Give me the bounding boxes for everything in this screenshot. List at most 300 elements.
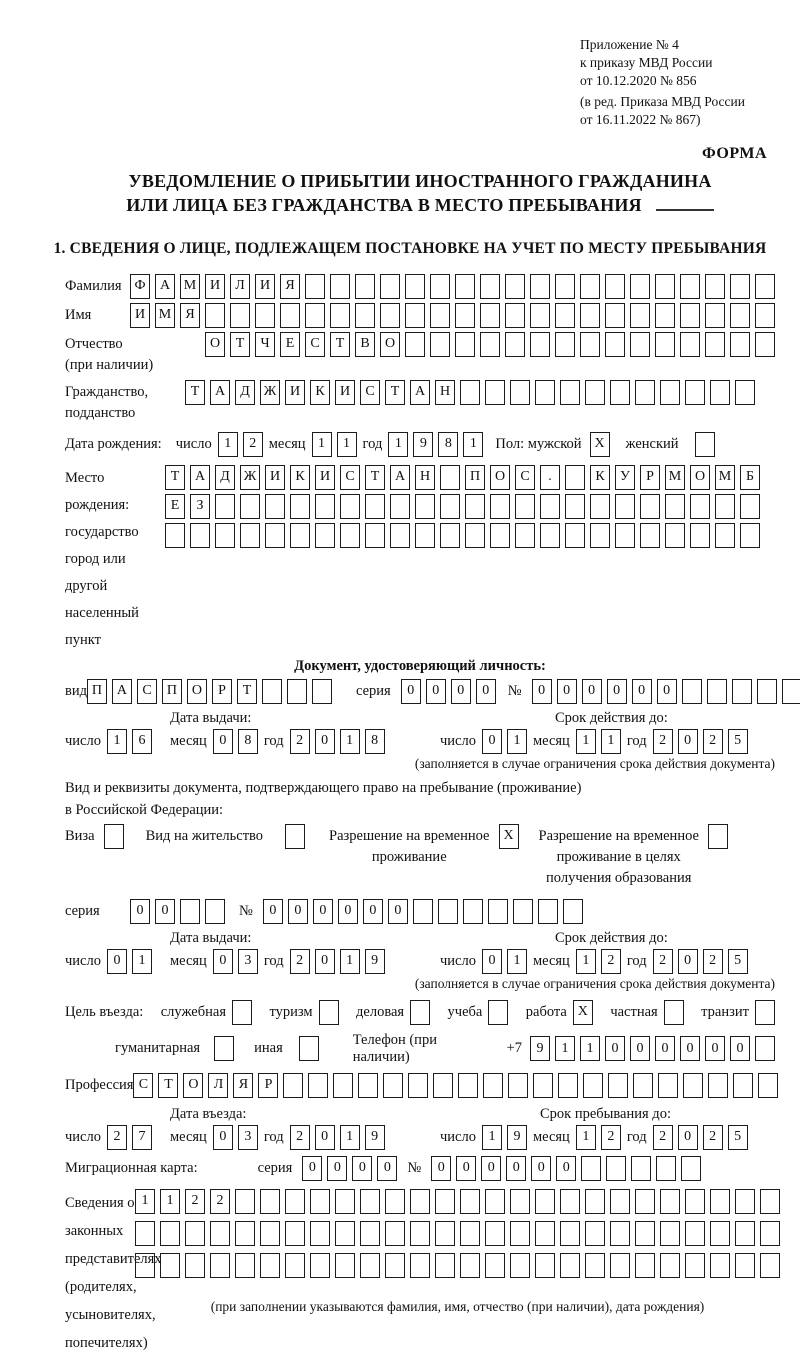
char-cell[interactable]: 0 xyxy=(388,899,408,924)
char-cell[interactable]: 0 xyxy=(456,1156,476,1181)
char-cell[interactable]: И xyxy=(265,465,285,490)
char-cell[interactable] xyxy=(540,523,560,548)
char-cell[interactable] xyxy=(440,465,460,490)
char-cell[interactable] xyxy=(563,899,583,924)
char-cell[interactable] xyxy=(540,494,560,519)
male-checkbox[interactable]: X xyxy=(590,432,610,457)
char-cell[interactable]: 0 xyxy=(352,1156,372,1181)
char-cell[interactable] xyxy=(508,1073,528,1098)
char-cell[interactable] xyxy=(480,303,500,328)
char-cell[interactable] xyxy=(757,679,777,704)
char-cell[interactable] xyxy=(580,274,600,299)
char-cell[interactable] xyxy=(335,1189,355,1214)
char-cell[interactable] xyxy=(385,1189,405,1214)
char-cell[interactable] xyxy=(658,1073,678,1098)
char-cell[interactable]: 0 xyxy=(377,1156,397,1181)
char-cell[interactable] xyxy=(455,274,475,299)
char-cell[interactable] xyxy=(510,1221,530,1246)
char-cell[interactable]: П xyxy=(87,679,107,704)
char-cell[interactable] xyxy=(615,494,635,519)
char-cell[interactable]: 0 xyxy=(315,729,335,754)
char-cell[interactable] xyxy=(605,332,625,357)
char-cell[interactable] xyxy=(660,1221,680,1246)
char-cell[interactable]: 0 xyxy=(315,949,335,974)
char-cell[interactable] xyxy=(360,1189,380,1214)
char-cell[interactable] xyxy=(485,1189,505,1214)
char-cell[interactable] xyxy=(408,1073,428,1098)
char-cell[interactable]: Н xyxy=(415,465,435,490)
char-cell[interactable] xyxy=(708,1073,728,1098)
char-cell[interactable]: П xyxy=(162,679,182,704)
char-cell[interactable] xyxy=(583,1073,603,1098)
char-cell[interactable]: Я xyxy=(233,1073,253,1098)
char-cell[interactable]: 3 xyxy=(238,1125,258,1150)
char-cell[interactable] xyxy=(690,494,710,519)
char-cell[interactable]: К xyxy=(310,380,330,405)
char-cell[interactable]: 0 xyxy=(426,679,446,704)
char-cell[interactable]: Д xyxy=(235,380,255,405)
visa-checkbox[interactable] xyxy=(104,824,124,849)
char-cell[interactable]: 0 xyxy=(130,899,150,924)
char-cell[interactable] xyxy=(460,1253,480,1278)
official-checkbox[interactable] xyxy=(232,1000,252,1025)
char-cell[interactable] xyxy=(290,494,310,519)
char-cell[interactable]: 6 xyxy=(132,729,152,754)
char-cell[interactable]: 0 xyxy=(531,1156,551,1181)
char-cell[interactable] xyxy=(510,1189,530,1214)
char-cell[interactable]: Р xyxy=(640,465,660,490)
char-cell[interactable]: 2 xyxy=(210,1189,230,1214)
char-cell[interactable]: О xyxy=(205,332,225,357)
char-cell[interactable] xyxy=(615,523,635,548)
char-cell[interactable]: Р xyxy=(258,1073,278,1098)
edu-permit-checkbox[interactable] xyxy=(708,824,728,849)
char-cell[interactable]: 0 xyxy=(451,679,471,704)
char-cell[interactable]: И xyxy=(285,380,305,405)
char-cell[interactable] xyxy=(308,1073,328,1098)
char-cell[interactable] xyxy=(433,1073,453,1098)
char-cell[interactable]: 0 xyxy=(678,1125,698,1150)
char-cell[interactable]: О xyxy=(690,465,710,490)
char-cell[interactable] xyxy=(535,1189,555,1214)
char-cell[interactable] xyxy=(685,380,705,405)
char-cell[interactable] xyxy=(760,1253,780,1278)
char-cell[interactable] xyxy=(681,1156,701,1181)
char-cell[interactable] xyxy=(333,1073,353,1098)
char-cell[interactable] xyxy=(685,1189,705,1214)
char-cell[interactable] xyxy=(680,332,700,357)
char-cell[interactable] xyxy=(283,1073,303,1098)
char-cell[interactable] xyxy=(630,332,650,357)
char-cell[interactable]: 0 xyxy=(315,1125,335,1150)
char-cell[interactable] xyxy=(385,1253,405,1278)
char-cell[interactable] xyxy=(455,332,475,357)
char-cell[interactable] xyxy=(590,523,610,548)
char-cell[interactable] xyxy=(685,1253,705,1278)
char-cell[interactable] xyxy=(235,1189,255,1214)
char-cell[interactable] xyxy=(535,380,555,405)
char-cell[interactable] xyxy=(460,1221,480,1246)
char-cell[interactable] xyxy=(735,1221,755,1246)
char-cell[interactable]: Т xyxy=(158,1073,178,1098)
char-cell[interactable]: С xyxy=(360,380,380,405)
char-cell[interactable] xyxy=(656,1156,676,1181)
char-cell[interactable] xyxy=(435,1253,455,1278)
char-cell[interactable]: К xyxy=(290,465,310,490)
work-checkbox[interactable]: X xyxy=(573,1000,593,1025)
char-cell[interactable]: 2 xyxy=(653,1125,673,1150)
char-cell[interactable]: 0 xyxy=(363,899,383,924)
char-cell[interactable]: О xyxy=(490,465,510,490)
char-cell[interactable]: М xyxy=(180,274,200,299)
char-cell[interactable] xyxy=(585,1221,605,1246)
char-cell[interactable] xyxy=(710,1221,730,1246)
char-cell[interactable]: 0 xyxy=(338,899,358,924)
char-cell[interactable] xyxy=(365,494,385,519)
char-cell[interactable] xyxy=(405,274,425,299)
char-cell[interactable] xyxy=(555,303,575,328)
char-cell[interactable] xyxy=(740,523,760,548)
residence-permit-checkbox[interactable] xyxy=(285,824,305,849)
char-cell[interactable] xyxy=(660,1189,680,1214)
char-cell[interactable] xyxy=(560,1189,580,1214)
char-cell[interactable] xyxy=(485,380,505,405)
char-cell[interactable]: 1 xyxy=(601,729,621,754)
char-cell[interactable]: К xyxy=(590,465,610,490)
char-cell[interactable] xyxy=(390,494,410,519)
char-cell[interactable]: 0 xyxy=(678,729,698,754)
char-cell[interactable] xyxy=(460,380,480,405)
char-cell[interactable]: 0 xyxy=(657,679,677,704)
char-cell[interactable] xyxy=(310,1253,330,1278)
char-cell[interactable]: 1 xyxy=(576,949,596,974)
char-cell[interactable]: 0 xyxy=(155,899,175,924)
char-cell[interactable] xyxy=(610,1189,630,1214)
char-cell[interactable] xyxy=(755,303,775,328)
char-cell[interactable] xyxy=(690,523,710,548)
char-cell[interactable]: 3 xyxy=(238,949,258,974)
char-cell[interactable] xyxy=(710,1189,730,1214)
char-cell[interactable] xyxy=(380,274,400,299)
char-cell[interactable] xyxy=(488,899,508,924)
char-cell[interactable]: 0 xyxy=(730,1036,750,1061)
char-cell[interactable]: С xyxy=(305,332,325,357)
char-cell[interactable] xyxy=(630,274,650,299)
char-cell[interactable] xyxy=(710,380,730,405)
char-cell[interactable] xyxy=(330,303,350,328)
char-cell[interactable]: 1 xyxy=(463,432,483,457)
char-cell[interactable]: Т xyxy=(365,465,385,490)
char-cell[interactable] xyxy=(513,899,533,924)
char-cell[interactable]: 1 xyxy=(507,949,527,974)
char-cell[interactable] xyxy=(380,303,400,328)
char-cell[interactable]: 2 xyxy=(653,949,673,974)
char-cell[interactable]: 9 xyxy=(365,1125,385,1150)
char-cell[interactable]: 0 xyxy=(506,1156,526,1181)
tourism-checkbox[interactable] xyxy=(319,1000,339,1025)
char-cell[interactable] xyxy=(410,1253,430,1278)
char-cell[interactable] xyxy=(608,1073,628,1098)
char-cell[interactable]: М xyxy=(665,465,685,490)
char-cell[interactable]: 2 xyxy=(185,1189,205,1214)
temp-permit-checkbox[interactable]: X xyxy=(499,824,519,849)
char-cell[interactable]: 2 xyxy=(703,949,723,974)
char-cell[interactable]: 2 xyxy=(601,949,621,974)
char-cell[interactable] xyxy=(455,303,475,328)
char-cell[interactable]: И xyxy=(315,465,335,490)
char-cell[interactable] xyxy=(755,1036,775,1061)
char-cell[interactable] xyxy=(413,899,433,924)
char-cell[interactable]: 0 xyxy=(605,1036,625,1061)
char-cell[interactable] xyxy=(435,1189,455,1214)
char-cell[interactable] xyxy=(340,494,360,519)
char-cell[interactable]: 1 xyxy=(580,1036,600,1061)
char-cell[interactable]: П xyxy=(465,465,485,490)
char-cell[interactable]: 0 xyxy=(557,679,577,704)
char-cell[interactable] xyxy=(585,1253,605,1278)
char-cell[interactable]: 7 xyxy=(132,1125,152,1150)
char-cell[interactable] xyxy=(635,1253,655,1278)
char-cell[interactable] xyxy=(360,1253,380,1278)
char-cell[interactable] xyxy=(535,1221,555,1246)
char-cell[interactable]: 1 xyxy=(160,1189,180,1214)
char-cell[interactable] xyxy=(533,1073,553,1098)
char-cell[interactable] xyxy=(740,494,760,519)
char-cell[interactable] xyxy=(538,899,558,924)
char-cell[interactable] xyxy=(285,1253,305,1278)
char-cell[interactable]: 2 xyxy=(703,1125,723,1150)
char-cell[interactable] xyxy=(515,523,535,548)
char-cell[interactable] xyxy=(735,380,755,405)
char-cell[interactable] xyxy=(710,1253,730,1278)
char-cell[interactable] xyxy=(430,274,450,299)
char-cell[interactable] xyxy=(660,1253,680,1278)
char-cell[interactable]: 5 xyxy=(728,729,748,754)
char-cell[interactable] xyxy=(730,332,750,357)
char-cell[interactable] xyxy=(505,274,525,299)
char-cell[interactable]: 0 xyxy=(705,1036,725,1061)
char-cell[interactable]: И xyxy=(205,274,225,299)
char-cell[interactable] xyxy=(458,1073,478,1098)
char-cell[interactable]: А xyxy=(155,274,175,299)
char-cell[interactable]: 9 xyxy=(507,1125,527,1150)
char-cell[interactable]: 0 xyxy=(482,729,502,754)
char-cell[interactable]: 0 xyxy=(481,1156,501,1181)
char-cell[interactable] xyxy=(287,679,307,704)
char-cell[interactable] xyxy=(515,494,535,519)
char-cell[interactable] xyxy=(315,494,335,519)
char-cell[interactable]: З xyxy=(190,494,210,519)
char-cell[interactable]: 1 xyxy=(135,1189,155,1214)
char-cell[interactable] xyxy=(665,494,685,519)
char-cell[interactable]: Е xyxy=(280,332,300,357)
char-cell[interactable] xyxy=(440,494,460,519)
char-cell[interactable] xyxy=(683,1073,703,1098)
char-cell[interactable] xyxy=(460,1189,480,1214)
char-cell[interactable] xyxy=(610,1253,630,1278)
char-cell[interactable] xyxy=(760,1221,780,1246)
char-cell[interactable]: 1 xyxy=(312,432,332,457)
char-cell[interactable] xyxy=(505,303,525,328)
char-cell[interactable] xyxy=(335,1253,355,1278)
char-cell[interactable] xyxy=(355,274,375,299)
char-cell[interactable]: Ф xyxy=(130,274,150,299)
char-cell[interactable] xyxy=(383,1073,403,1098)
char-cell[interactable]: 2 xyxy=(703,729,723,754)
char-cell[interactable] xyxy=(480,332,500,357)
char-cell[interactable] xyxy=(405,303,425,328)
char-cell[interactable]: О xyxy=(187,679,207,704)
char-cell[interactable] xyxy=(435,1221,455,1246)
char-cell[interactable]: Т xyxy=(185,380,205,405)
char-cell[interactable] xyxy=(310,1221,330,1246)
humanitarian-checkbox[interactable] xyxy=(214,1036,234,1061)
char-cell[interactable]: 0 xyxy=(482,949,502,974)
char-cell[interactable]: Ж xyxy=(240,465,260,490)
char-cell[interactable] xyxy=(205,899,225,924)
char-cell[interactable] xyxy=(360,1221,380,1246)
char-cell[interactable]: 0 xyxy=(302,1156,322,1181)
char-cell[interactable] xyxy=(330,274,350,299)
char-cell[interactable]: 0 xyxy=(556,1156,576,1181)
char-cell[interactable]: М xyxy=(715,465,735,490)
char-cell[interactable]: Т xyxy=(237,679,257,704)
char-cell[interactable] xyxy=(415,523,435,548)
char-cell[interactable]: У xyxy=(615,465,635,490)
char-cell[interactable]: Т xyxy=(385,380,405,405)
char-cell[interactable] xyxy=(555,332,575,357)
char-cell[interactable] xyxy=(733,1073,753,1098)
char-cell[interactable] xyxy=(335,1221,355,1246)
char-cell[interactable] xyxy=(390,523,410,548)
char-cell[interactable] xyxy=(430,303,450,328)
char-cell[interactable] xyxy=(510,380,530,405)
char-cell[interactable]: Т xyxy=(330,332,350,357)
char-cell[interactable] xyxy=(735,1189,755,1214)
char-cell[interactable]: И xyxy=(130,303,150,328)
char-cell[interactable] xyxy=(180,899,200,924)
char-cell[interactable]: 1 xyxy=(337,432,357,457)
char-cell[interactable]: Д xyxy=(215,465,235,490)
char-cell[interactable]: А xyxy=(190,465,210,490)
char-cell[interactable]: 0 xyxy=(607,679,627,704)
char-cell[interactable]: 2 xyxy=(653,729,673,754)
transit-checkbox[interactable] xyxy=(755,1000,775,1025)
char-cell[interactable]: 0 xyxy=(655,1036,675,1061)
char-cell[interactable]: 5 xyxy=(728,1125,748,1150)
char-cell[interactable] xyxy=(185,1253,205,1278)
char-cell[interactable]: С xyxy=(133,1073,153,1098)
char-cell[interactable]: 1 xyxy=(340,1125,360,1150)
char-cell[interactable] xyxy=(215,494,235,519)
char-cell[interactable] xyxy=(358,1073,378,1098)
char-cell[interactable] xyxy=(165,523,185,548)
char-cell[interactable] xyxy=(565,494,585,519)
char-cell[interactable] xyxy=(230,303,250,328)
char-cell[interactable] xyxy=(185,1221,205,1246)
char-cell[interactable] xyxy=(235,1253,255,1278)
char-cell[interactable] xyxy=(705,274,725,299)
char-cell[interactable]: О xyxy=(183,1073,203,1098)
char-cell[interactable]: Л xyxy=(230,274,250,299)
char-cell[interactable] xyxy=(555,274,575,299)
char-cell[interactable]: В xyxy=(355,332,375,357)
char-cell[interactable] xyxy=(560,380,580,405)
char-cell[interactable] xyxy=(758,1073,778,1098)
char-cell[interactable]: 1 xyxy=(576,1125,596,1150)
char-cell[interactable]: 8 xyxy=(238,729,258,754)
char-cell[interactable] xyxy=(605,303,625,328)
char-cell[interactable] xyxy=(480,274,500,299)
char-cell[interactable] xyxy=(410,1221,430,1246)
char-cell[interactable] xyxy=(415,494,435,519)
char-cell[interactable] xyxy=(707,679,727,704)
char-cell[interactable]: 0 xyxy=(678,949,698,974)
private-checkbox[interactable] xyxy=(664,1000,684,1025)
char-cell[interactable] xyxy=(610,1221,630,1246)
char-cell[interactable] xyxy=(305,274,325,299)
char-cell[interactable] xyxy=(265,494,285,519)
char-cell[interactable] xyxy=(405,332,425,357)
char-cell[interactable] xyxy=(262,679,282,704)
char-cell[interactable]: 0 xyxy=(107,949,127,974)
char-cell[interactable]: Т xyxy=(230,332,250,357)
char-cell[interactable] xyxy=(755,274,775,299)
char-cell[interactable] xyxy=(465,523,485,548)
char-cell[interactable] xyxy=(135,1253,155,1278)
char-cell[interactable] xyxy=(590,494,610,519)
char-cell[interactable]: 9 xyxy=(413,432,433,457)
char-cell[interactable]: 0 xyxy=(582,679,602,704)
char-cell[interactable] xyxy=(680,303,700,328)
char-cell[interactable]: 1 xyxy=(340,729,360,754)
char-cell[interactable] xyxy=(715,523,735,548)
char-cell[interactable] xyxy=(635,1189,655,1214)
char-cell[interactable] xyxy=(463,899,483,924)
char-cell[interactable] xyxy=(560,1221,580,1246)
char-cell[interactable] xyxy=(385,1221,405,1246)
char-cell[interactable] xyxy=(630,303,650,328)
char-cell[interactable]: 0 xyxy=(680,1036,700,1061)
char-cell[interactable]: 0 xyxy=(213,729,233,754)
char-cell[interactable]: А xyxy=(112,679,132,704)
char-cell[interactable] xyxy=(732,679,752,704)
char-cell[interactable]: С xyxy=(340,465,360,490)
char-cell[interactable]: Р xyxy=(212,679,232,704)
char-cell[interactable]: И xyxy=(335,380,355,405)
char-cell[interactable] xyxy=(260,1221,280,1246)
char-cell[interactable]: И xyxy=(255,274,275,299)
char-cell[interactable] xyxy=(505,332,525,357)
char-cell[interactable]: 2 xyxy=(243,432,263,457)
char-cell[interactable]: 1 xyxy=(576,729,596,754)
business-checkbox[interactable] xyxy=(410,1000,430,1025)
char-cell[interactable]: О xyxy=(380,332,400,357)
char-cell[interactable] xyxy=(160,1221,180,1246)
other-checkbox[interactable] xyxy=(299,1036,319,1061)
char-cell[interactable] xyxy=(438,899,458,924)
char-cell[interactable] xyxy=(635,1221,655,1246)
char-cell[interactable] xyxy=(680,274,700,299)
char-cell[interactable]: 0 xyxy=(401,679,421,704)
char-cell[interactable] xyxy=(782,679,800,704)
char-cell[interactable] xyxy=(565,465,585,490)
char-cell[interactable] xyxy=(490,523,510,548)
char-cell[interactable] xyxy=(210,1253,230,1278)
char-cell[interactable] xyxy=(215,523,235,548)
char-cell[interactable]: 2 xyxy=(290,729,310,754)
char-cell[interactable] xyxy=(410,1189,430,1214)
